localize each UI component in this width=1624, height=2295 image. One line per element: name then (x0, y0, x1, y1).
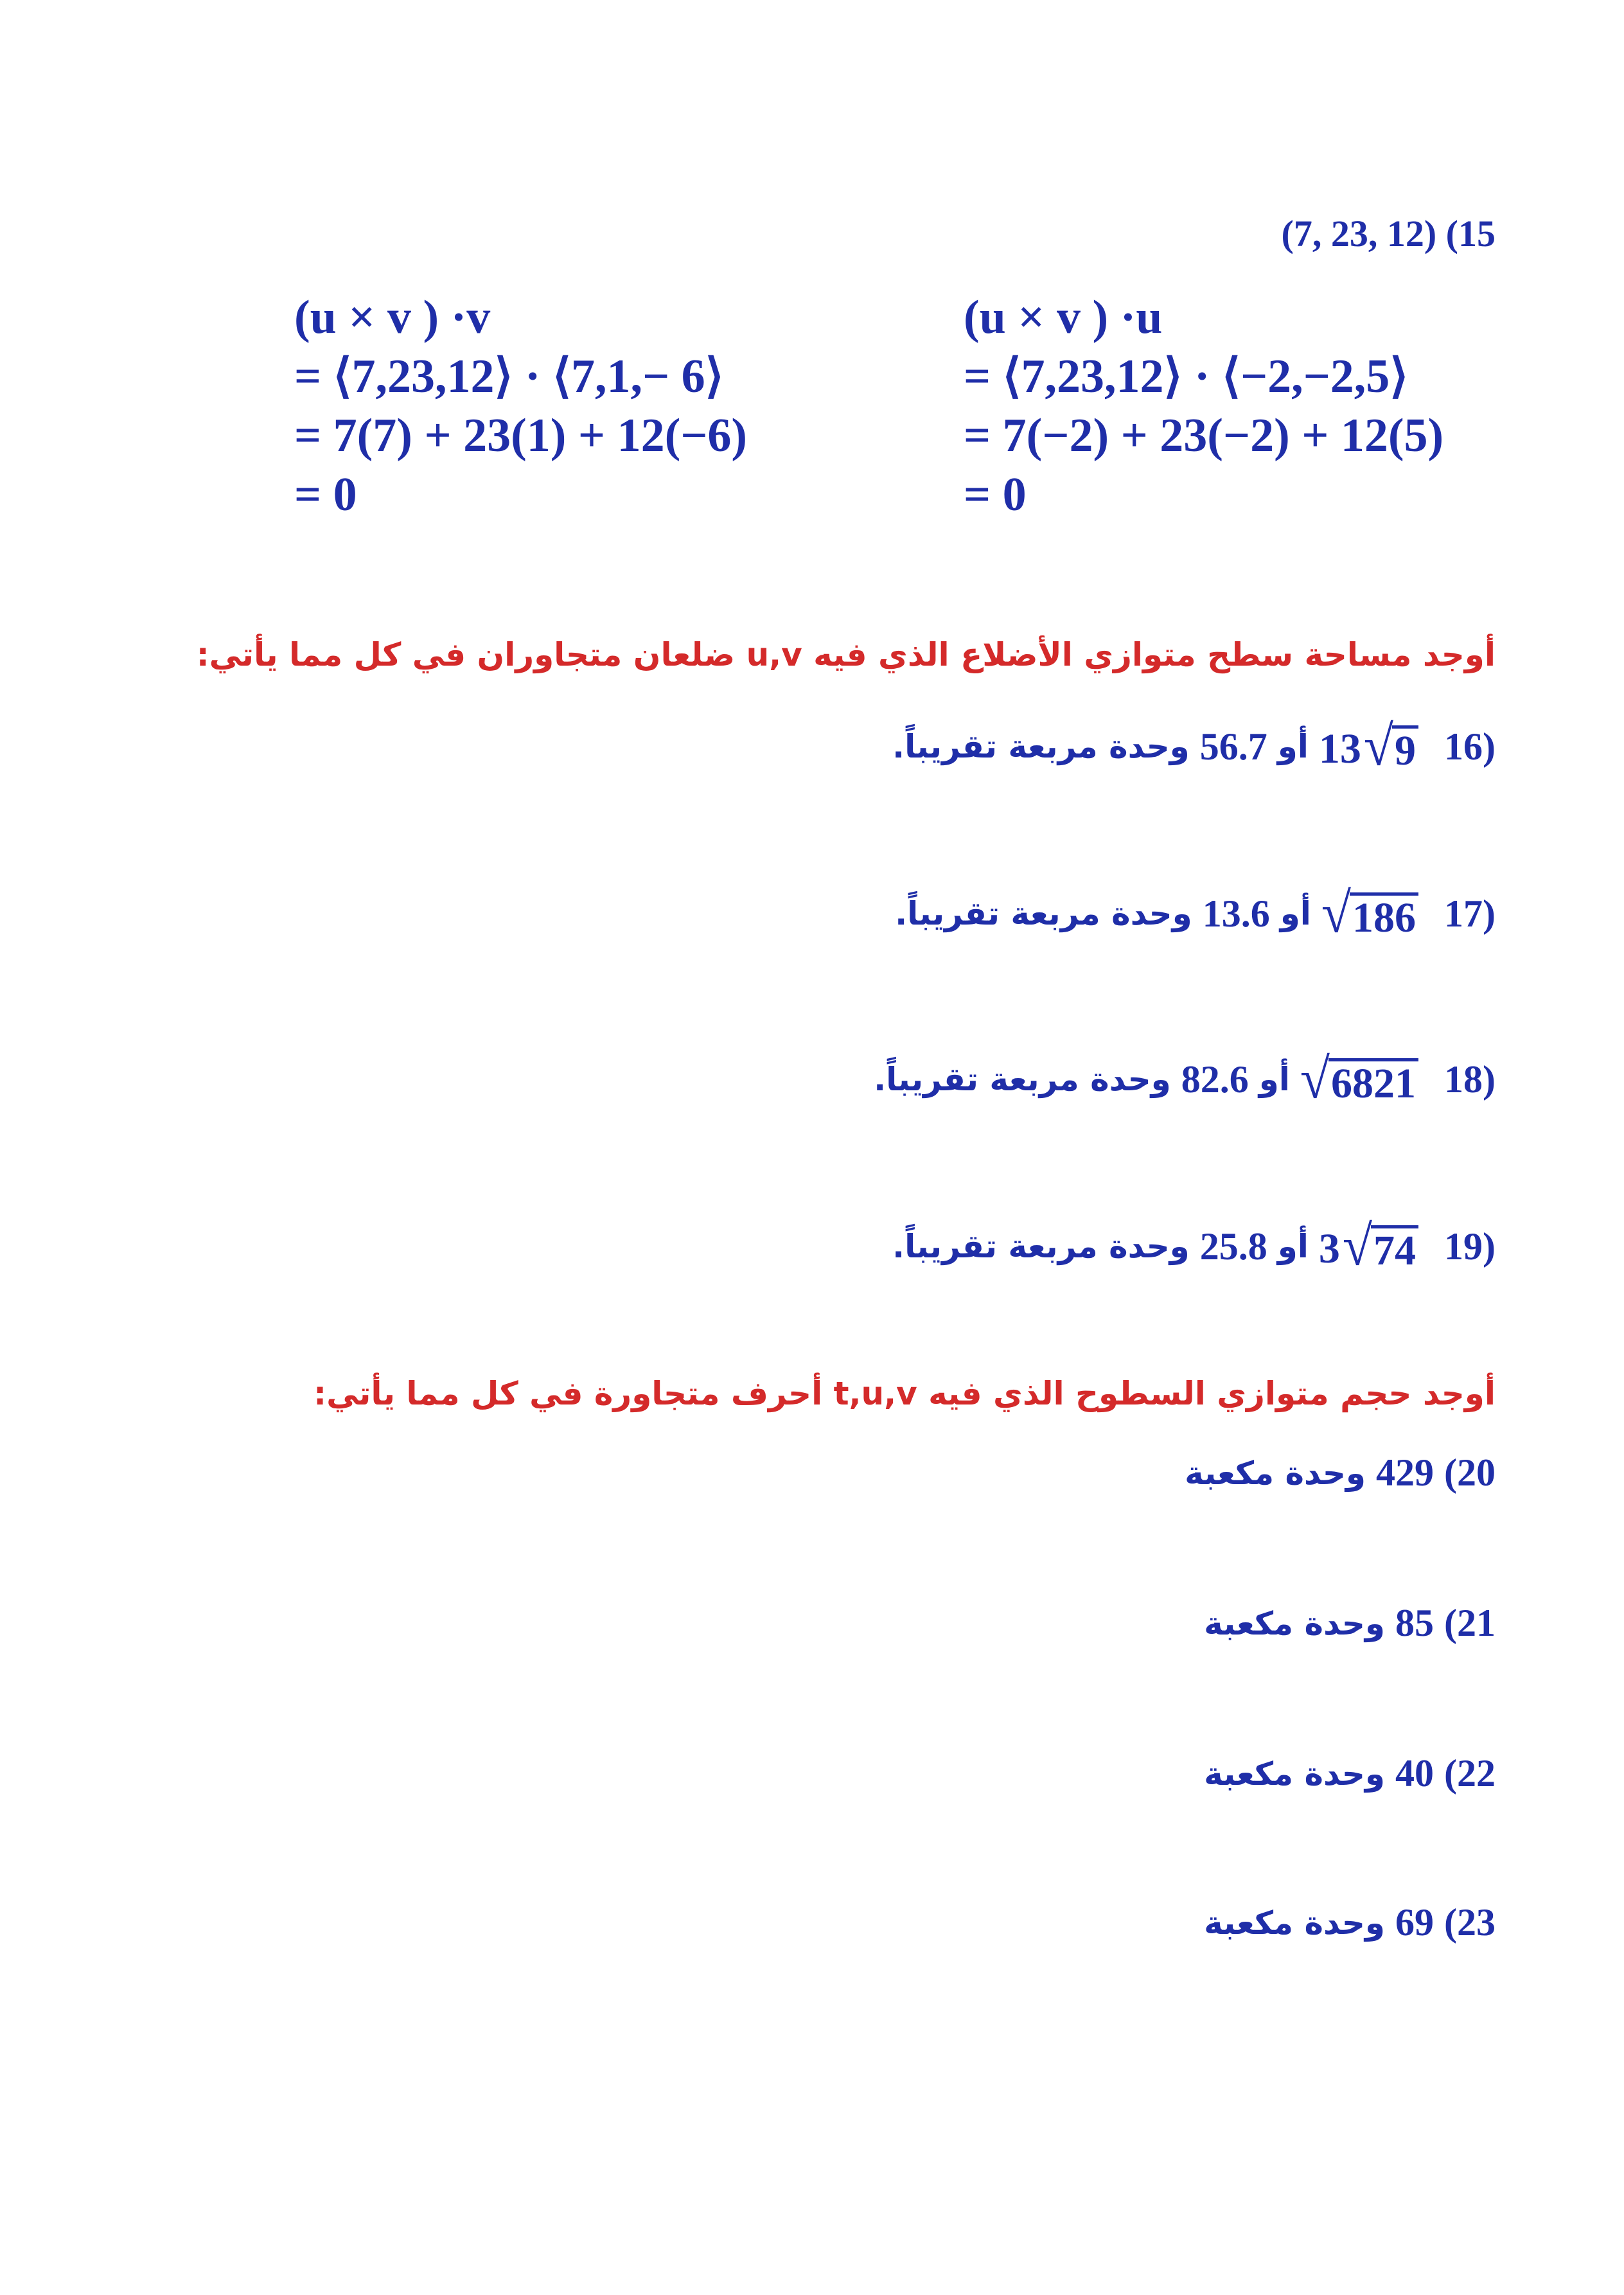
problem-15-answer: (7, 23, 12) (15 (1281, 213, 1496, 254)
calc-dot-u-line3: = 7(−2) + 23(−2) + 12(5) (964, 409, 1444, 462)
answer-19: (19 3 √ 74 أو 25.8 وحدة مربعة تقريباً. (892, 1214, 1496, 1278)
answer-20: 20) 429 وحدة مكعبة (1185, 1451, 1496, 1494)
answer-16: (16 13 √ 9 أو 56.7 وحدة مربعة تقريباً. (892, 714, 1496, 778)
answer-23: 23) 69 وحدة مكعبة (1204, 1901, 1496, 1944)
calc-dot-u-line2: = ⟨7,23,12⟩ · ⟨−2,−2,5⟩ (964, 350, 1409, 403)
answer-18-number: (18 (1444, 1058, 1496, 1101)
answer-21: 21) 85 وحدة مكعبة (1204, 1602, 1496, 1644)
heading-parallelogram-area: أوجد مساحة سطح متوازي الأضلاع الذي فيه u,v ضلعان متجاوران في كل مما يأتي: (196, 636, 1496, 673)
calc-dot-u (964, 288, 1443, 524)
answer-18-radical: √ 6821 (1300, 1052, 1418, 1106)
answer-19-radical: 3 √ 74 (1319, 1219, 1418, 1273)
answer-17-radical: √ 186 (1321, 887, 1418, 941)
calc-dot-u-line4: = 0 (964, 468, 1027, 521)
answer-16-number: (16 (1444, 725, 1496, 768)
calc-dot-u-line1: (u × v ) ·u (964, 291, 1163, 344)
calc-dot-v-line2: = ⟨7,23,12⟩ · ⟨7,1,− 6⟩ (294, 350, 724, 403)
calc-dot-v (294, 288, 747, 524)
calc-dot-v-line1: (u × v ) ·v (294, 291, 491, 344)
heading-parallelepiped-volume: أوجد حجم متوازي السطوح الذي فيه t,u,v أحرف متجاورة في كل مما يأتي: (313, 1375, 1496, 1412)
answer-22: 22) 40 وحدة مكعبة (1204, 1752, 1496, 1794)
answer-17: (17 √ 186 أو 13.6 وحدة مربعة تقريباً. (895, 882, 1496, 945)
calc-dot-v-line4: = 0 (294, 468, 357, 521)
answer-19-number: (19 (1444, 1225, 1496, 1268)
answer-18: (18 √ 6821 أو 82.6 وحدة مربعة تقريباً. (874, 1047, 1496, 1111)
answer-16-radical: 13 √ 9 (1319, 720, 1418, 774)
answer-17-number: (17 (1444, 892, 1496, 935)
calc-dot-v-line3: = 7(7) + 23(1) + 12(−6) (294, 409, 748, 462)
